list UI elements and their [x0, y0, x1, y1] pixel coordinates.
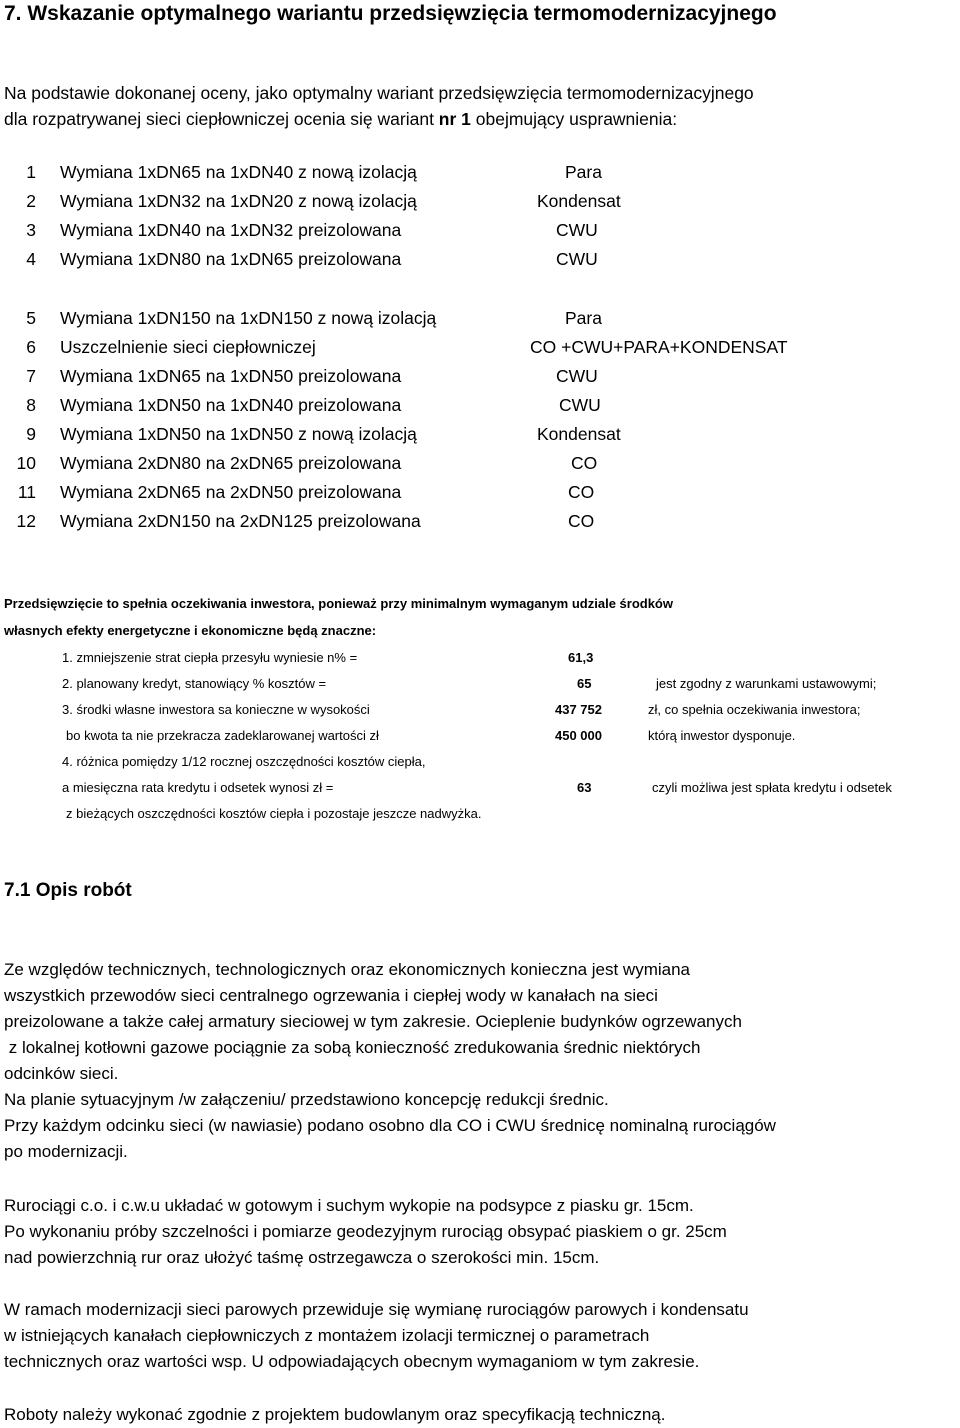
intro-line-1: Na podstawie dokonanej oceny, jako optymalny wariant przedsięwzięcia termomodernizacyjnego	[4, 83, 754, 103]
body-line: technicznych oraz wartości wsp. U odpowiadających obecnym wymaganiom w tym zakresie.	[4, 1352, 700, 1371]
item-medium: CWU	[556, 366, 598, 386]
section-heading: 7.1 Opis robót	[4, 880, 132, 901]
item-medium: CO	[571, 453, 598, 473]
intro-line-2-post: obejmujący usprawnienia:	[470, 109, 678, 129]
summary-item-note: którą inwestor dysponuje.	[648, 728, 796, 743]
summary-item-value: 61,3	[568, 650, 594, 665]
summary-item-label: a miesięczna rata kredytu i odsetek wynosi zł =	[62, 780, 334, 795]
item-description: Wymiana 1xDN40 na 1xDN32 preizolowana	[60, 220, 402, 240]
summary-item-value: 65	[577, 676, 592, 691]
item-medium: CWU	[556, 220, 598, 240]
item-description: Wymiana 1xDN65 na 1xDN50 preizolowana	[60, 366, 402, 386]
body-line: W ramach modernizacji sieci parowych przewiduje się wymianę rurociągów parowych i kondensatu	[4, 1300, 749, 1319]
summary-item-label: bo kwota ta nie przekracza zadeklarowanej wartości zł	[66, 728, 379, 743]
item-medium: Kondensat	[537, 424, 621, 444]
summary-item-value: 437 752	[555, 702, 602, 717]
summary-item-note: czyli możliwa jest spłata kredytu i odsetek	[652, 780, 892, 795]
item-medium: Para	[565, 162, 602, 182]
summary-item-label: 1. zmniejszenie strat ciepła przesyłu wyniesie n% =	[62, 650, 358, 665]
item-number: 10	[16, 453, 36, 473]
item-medium: CO	[568, 482, 595, 502]
body-line: Po wykonaniu próby szczelności i pomiarze geodezyjnym rurociąg obsypać piaskiem o gr. 25cm	[4, 1222, 727, 1241]
body-line: Ze względów technicznych, technologicznych oraz ekonomicznych konieczna jest wymiana	[4, 960, 691, 979]
item-description: Wymiana 1xDN50 na 1xDN50 z nową izolacją	[60, 424, 417, 444]
body-line: wszystkich przewodów sieci centralnego ogrzewania i ciepłej wody w kanałach na sieci	[4, 986, 658, 1005]
body-line: w istniejących kanałach ciepłowniczych z montażem izolacji termicznej o parametrach	[4, 1326, 650, 1345]
body-line: Przy każdym odcinku sieci (w nawiasie) podano osobno dla CO i CWU średnicę nominalną rurociągów	[4, 1116, 776, 1135]
item-description: Wymiana 1xDN65 na 1xDN40 z nową izolacją	[60, 162, 417, 182]
item-medium: CWU	[556, 249, 598, 269]
item-number: 11	[17, 482, 36, 502]
item-number: 2	[26, 191, 36, 211]
item-number: 8	[26, 395, 36, 415]
variant-number: nr 1	[438, 109, 471, 129]
body-line: Na planie sytuacyjnym /w załączeniu/ przedstawiono koncepcję redukcji średnic.	[4, 1090, 609, 1109]
summary-item-value: 63	[577, 780, 592, 795]
item-medium: CO +CWU+PARA+KONDENSAT	[530, 337, 788, 357]
item-description: Wymiana 2xDN150 na 2xDN125 preizolowana	[60, 511, 421, 531]
body-line: Rurociągi c.o. i c.w.u układać w gotowym i suchym wykopie na podsypce z piasku gr. 15cm.	[4, 1196, 694, 1215]
summary-item-label: 3. środki własne inwestora sa konieczne w wysokości	[62, 702, 370, 717]
item-number: 7	[26, 366, 36, 386]
body-line: Roboty należy wykonać zgodnie z projektem budowlanym oraz specyfikacją techniczną.	[4, 1405, 666, 1424]
item-medium: Para	[565, 308, 602, 328]
page-title: 7. Wskazanie optymalnego wariantu przedsięwzięcia termomodernizacyjnego	[4, 2, 777, 25]
intro-line-2	[4, 109, 677, 130]
item-number: 12	[16, 511, 36, 531]
summary-item-value: 450 000	[555, 728, 602, 743]
body-line: po modernizacji.	[4, 1142, 128, 1161]
item-number: 3	[26, 220, 36, 240]
item-description: Wymiana 1xDN50 na 1xDN40 preizolowana	[60, 395, 402, 415]
summary-item-note: jest zgodny z warunkami ustawowymi;	[656, 676, 877, 691]
item-description: Wymiana 1xDN80 na 1xDN65 preizolowana	[60, 249, 402, 269]
body-line: nad powierzchnią rur oraz ułożyć taśmę ostrzegawcza o szerokości min. 15cm.	[4, 1248, 600, 1267]
summary-item-label: 2. planowany kredyt, stanowiący % kosztów =	[62, 676, 327, 691]
item-medium: Kondensat	[537, 191, 621, 211]
summary-line-1: Przedsięwzięcie to spełnia oczekiwania inwestora, ponieważ przy minimalnym wymaganym udziale środków	[4, 596, 673, 611]
item-description: Wymiana 1xDN150 na 1xDN150 z nową izolacją	[60, 308, 437, 328]
summary-item-note: zł, co spełnia oczekiwania inwestora;	[648, 702, 861, 717]
item-number: 4	[26, 249, 36, 269]
item-description: Wymiana 2xDN80 na 2xDN65 preizolowana	[60, 453, 402, 473]
item-medium: CWU	[559, 395, 601, 415]
item-description: Wymiana 2xDN65 na 2xDN50 preizolowana	[60, 482, 402, 502]
item-description: Uszczelnienie sieci ciepłowniczej	[60, 337, 316, 357]
body-line: z lokalnej kotłowni gazowe pociągnie za sobą konieczność zredukowania średnic niektórych	[4, 1038, 701, 1057]
summary-item-label: z bieżących oszczędności kosztów ciepła i pozostaje jeszcze nadwyżka.	[66, 806, 482, 821]
summary-line-2: własnych efekty energetyczne i ekonomiczne będą znaczne:	[4, 623, 377, 638]
intro-line-2-pre: dla rozpatrywanej sieci ciepłowniczej ocenia się wariant	[4, 109, 439, 129]
item-number: 5	[26, 308, 36, 328]
item-description: Wymiana 1xDN32 na 1xDN20 z nową izolacją	[60, 191, 417, 211]
summary-item-label: 4. różnica pomiędzy 1/12 rocznej oszczędności kosztów ciepła,	[62, 754, 426, 769]
item-number: 9	[26, 424, 36, 444]
item-number: 1	[26, 162, 36, 182]
body-line: preizolowane a także całej armatury sieciowej w tym zakresie. Ocieplenie budynków ogrzewanych	[4, 1012, 742, 1031]
item-medium: CO	[568, 511, 595, 531]
item-number: 6	[26, 337, 36, 357]
body-line: odcinków sieci.	[4, 1064, 119, 1083]
